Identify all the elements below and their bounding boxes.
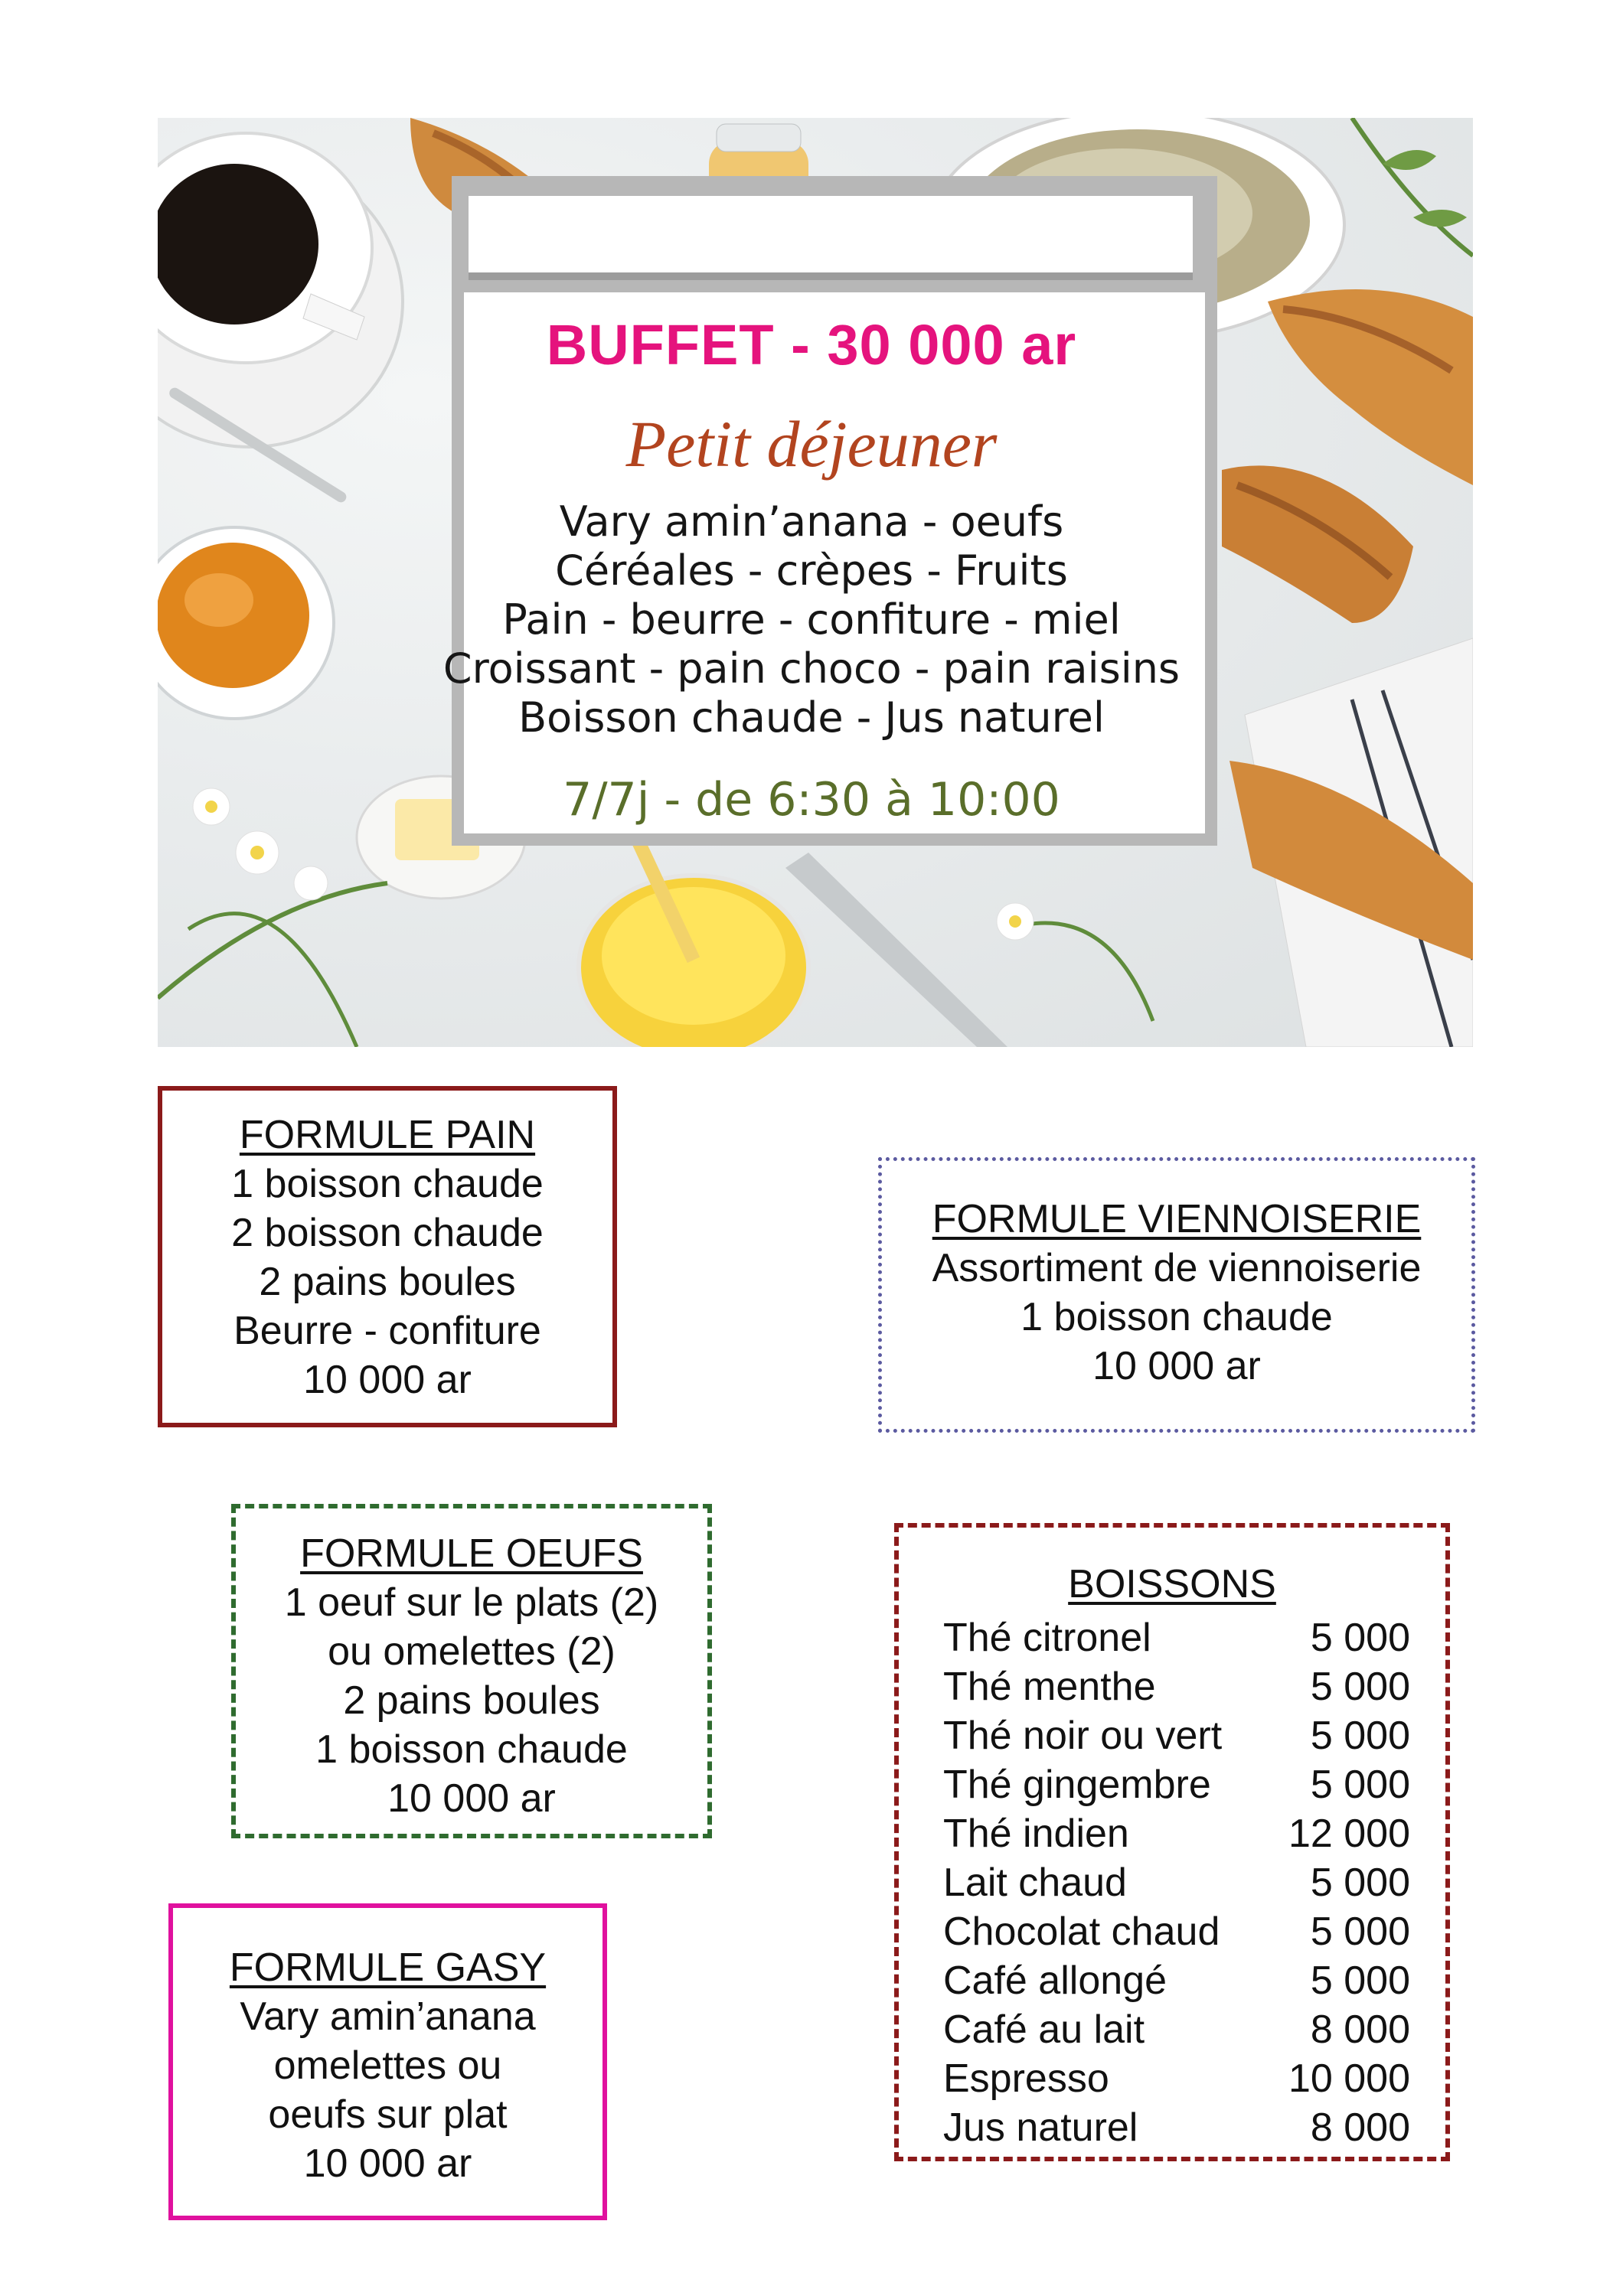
formule-oeufs-line: 1 boisson chaude [315,1727,628,1772]
drink-row [943,2054,1410,2103]
banner-line: Croissant - pain choco - pain raisins [442,644,1181,693]
drink-name: Chocolat chaud [943,1910,1220,1954]
formule-gasy-price: 10 000 ar [303,2141,472,2186]
drink-price: 5 000 [1310,1763,1410,1807]
formule-oeufs-line: ou omelettes (2) [328,1629,616,1674]
formule-oeufs-price: 10 000 ar [387,1776,556,1821]
drink-row [943,1760,1410,1809]
formule-viennoiserie-box [878,1157,1475,1433]
formule-gasy-line: Vary amin’anana [240,1994,536,2039]
drink-name: Thé menthe [943,1665,1156,1709]
drink-price: 12 000 [1288,1812,1410,1856]
title-tab [456,184,1205,292]
boissons-box [894,1523,1450,2161]
drink-price: 5 000 [1310,1714,1410,1758]
banner-line: Céréales - crèpes - Fruits [555,546,1068,595]
banner-line: Boisson chaude - Jus naturel [518,693,1105,742]
drink-row [943,1613,1410,1662]
title-tab-inner [469,196,1193,280]
formule-viennoiserie-line: 1 boisson chaude [1020,1295,1333,1339]
drink-row [943,2103,1410,2152]
drink-name: Thé noir ou vert [943,1714,1223,1758]
drink-row [943,1858,1410,1907]
boissons-table [943,1613,1410,2152]
formule-pain-line: 2 boisson chaude [231,1211,544,1255]
formule-gasy-line: omelettes ou [273,2043,502,2088]
drink-price: 8 000 [1310,2007,1410,2052]
drink-row [943,1907,1410,1956]
formule-pain-line: 1 boisson chaude [231,1162,544,1206]
drink-name: Thé citronel [943,1616,1151,1660]
drink-price: 8 000 [1310,2105,1410,2150]
formule-viennoiserie-title: FORMULE VIENNOISERIE [932,1197,1422,1241]
formule-pain-line: Beurre - confiture [233,1309,541,1353]
drink-row [943,2005,1410,2054]
formule-pain-price: 10 000 ar [303,1358,472,1402]
boissons-title: BOISSONS [1068,1562,1276,1606]
drink-row [943,1956,1410,2005]
drink-name: Thé indien [943,1812,1129,1856]
formule-oeufs-line: 1 oeuf sur le plats (2) [284,1580,659,1625]
drink-name: Lait chaud [943,1861,1127,1905]
formule-gasy-box [168,1903,607,2220]
drink-row [943,1809,1410,1858]
formule-oeufs-title: FORMULE OEUFS [300,1531,643,1576]
buffet-title: BUFFET - 30 000 ar [546,313,1077,377]
drink-name: Café au lait [943,2007,1145,2052]
drink-row [943,1662,1410,1711]
drink-name: Thé gingembre [943,1763,1211,1807]
drink-price: 5 000 [1310,1665,1410,1709]
drink-name: Espresso [943,2056,1109,2101]
formule-gasy-title: FORMULE GASY [229,1945,547,1990]
banner-line: Vary amin’anana - oeufs [559,497,1064,546]
banner-subtitle: Petit déjeuner [625,407,998,481]
formule-oeufs-line: 2 pains boules [343,1678,600,1723]
drink-name: Jus naturel [943,2105,1138,2150]
banner-line: Pain - beurre - confiture - miel [502,595,1121,644]
drink-price: 5 000 [1310,1861,1410,1905]
formule-oeufs-box [231,1504,712,1838]
formule-pain-line: 2 pains boules [259,1260,516,1304]
formule-pain-title: FORMULE PAIN [239,1113,536,1157]
drink-row [943,1711,1410,1760]
formule-viennoiserie-line: Assortiment de viennoiserie [932,1246,1422,1290]
drink-price: 5 000 [1310,1910,1410,1954]
formule-pain-box [158,1086,617,1427]
drink-price: 5 000 [1310,1616,1410,1660]
formule-viennoiserie-price: 10 000 ar [1092,1344,1261,1388]
formule-gasy-line: oeufs sur plat [268,2092,508,2137]
drink-price: 10 000 [1288,2056,1410,2101]
drink-name: Café allongé [943,1958,1167,2003]
drink-price: 5 000 [1310,1958,1410,2003]
opening-hours: 7/7j - de 6:30 à 10:00 [563,773,1060,827]
